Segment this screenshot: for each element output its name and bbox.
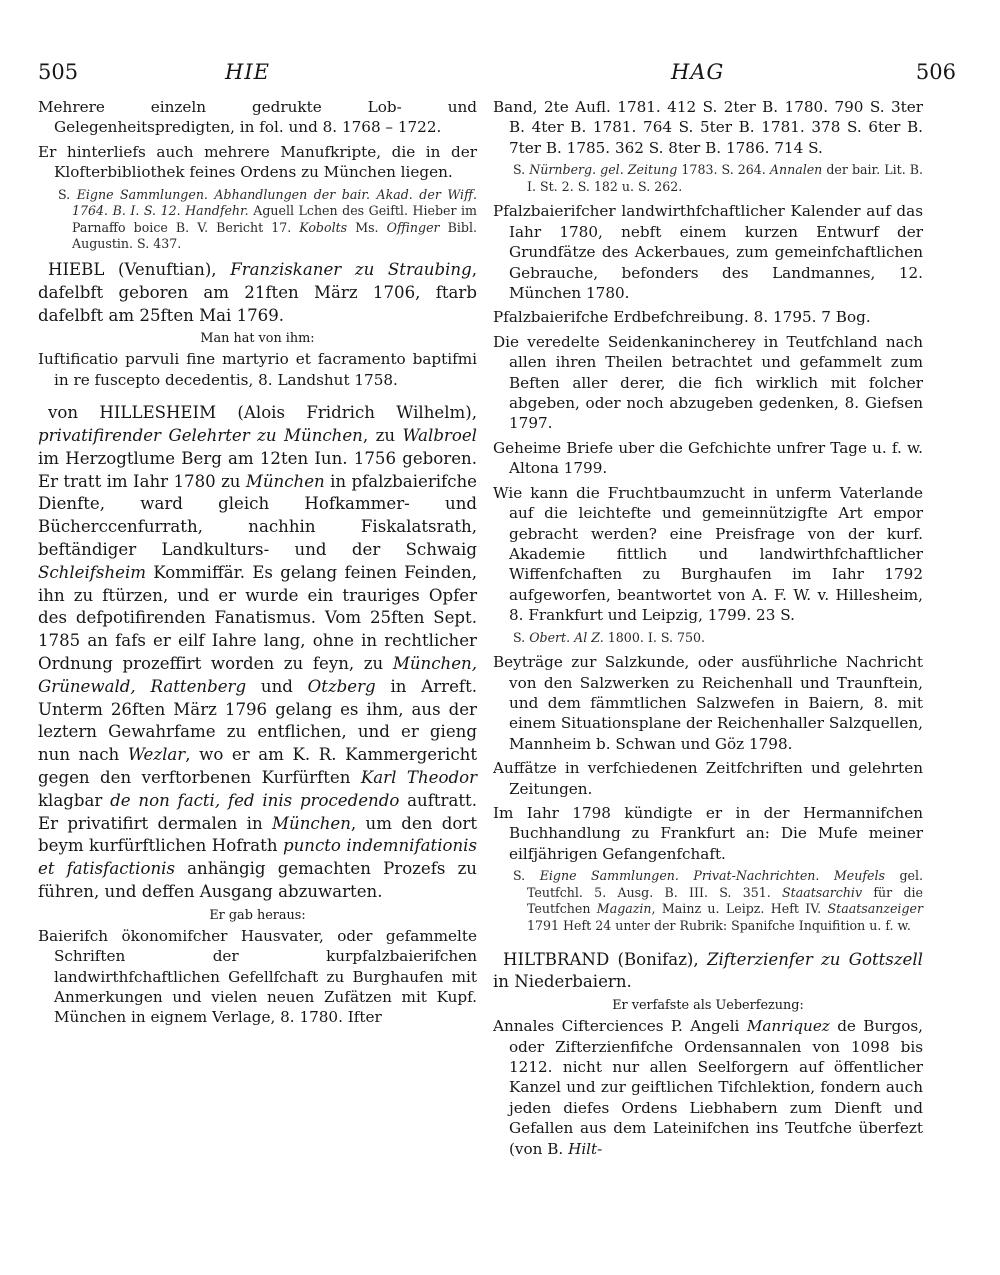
work-entry: Annales Cifterciences P. Angeli Manriquez de Burgos, oder Zifterzienfifche Ordensannalen von 1098 bis 1212. nicht nur allen Seelforgern auf öffentlicher Kanzel und zur geiftlichen Tifchlektion, fondern auch jeden diefes Ordens Liebhabern zum Dienft und Gefallen aus dem Lateinifchen ins Teutfche überfezt (von B. Hilt- [493, 1017, 923, 1158]
section-heading: Er gab heraus: [209, 907, 306, 923]
work-entry: Pfalzbaierifche Erdbefchreibung. 8. 1795. 7 Bog. [493, 308, 871, 327]
biography-hillesheim: von HILLESHEIM (Alois Fridrich Wilhelm), privatifirender Gelehrter zu München, zu Walbroel im Herzogtlume Berg am 12ten Iun. 1756 geboren. Er tratt im Iahr 1780 zu München in pfalzbaierifche Dienfte, ward gleich Hofkammer- und Bücherccenfurrath, nachhin Fiskalatsrath, beftändiger Landkulturs- und der Schwaig Schleifsheim Kommiffär. Es gelang feinen Feinden, ihn zu ftürzen, und er wurde ein trauriges Opfer des defpotifirenden Fanatismus. Vom 25ften Sept. 1785 an fafs er eilf Iahre lang, ohne in rechtlicher Ordnung prozeffirt worden zu feyn, zu München, Grünewald, Rattenberg und Otzberg in Arreft. Unterm 26ften März 1796 gelang es ihm, aus der leztern Gewahrfame zu entflichen, und er gieng nun nach Wezlar, wo er am K. R. Kammergericht gegen den verftorbenen Kurfürften Karl Theodor klagbar de non facti, fed inis procedendo auftratt. Er privatifirt dermalen in München, um den dort beym kurfürftlichen Hofrath puncto indemnifationis et fatisfactionis anhängig gemachten Prozefs zu führen, und deffen Ausgang abzuwarten. [38, 403, 478, 901]
manuscripts-note: Er hinterliefs auch mehrere Manufkripte, die in der Klofterbibliothek feines Ordens zu München liegen. [38, 142, 477, 182]
work-entry: Band, 2te Aufl. 1781. 412 S. 2ter B. 1780. 790 S. 3ter B. 4ter B. 1781. 764 S. 5ter B. 1781. 378 S. 6ter B. 7ter B. 1785. 362 S. 8ter B. 1786. 714 S. [493, 98, 923, 157]
work-entry: Die veredelte Seidenkanincherey in Teutfchland nach allen ihren Theilen betrachtet und gefammelt zum Beften aller derer, die fich wirklich mit folcher abgeben, oder noch abzugeben gedenken, 8. Giefsen 1797. [493, 332, 923, 433]
biography-hiltbrand: HILTBRAND (Bonifaz), Zifterzienfer zu Gottszell in Niederbaiern. [493, 949, 923, 992]
running-head-right: HAG [671, 60, 725, 84]
work-entry: Pfalzbaierifcher landwirthfchaftlicher Kalender auf das Iahr 1780, nebft einem kurzen Entwurf der Grundfätze des Ackerbaues, zum gemeinfchaftlichen Gebrauche, befonders des Landmannes, 12. München 1780. [493, 202, 923, 303]
section-heading: Man hat von ihm: [200, 331, 315, 347]
left-column [38, 97, 477, 1032]
page-number-left: 505 [38, 60, 79, 84]
work-entry: Wie kann die Fruchtbaumzucht in unferm Vaterlande auf die leichtefte und gemeinnützigfte Art empor gebracht werden? eine Preisfrage von der kurf. Akademie fittlich und landwirthfchaftlicher Wiffenfchaften zu Burghaufen im Iahr 1792 aufgeworfen, beantwortet von A. F. W. v. Hillesheim, 8. Frankfurt und Leipzig, 1799. 23 S. [493, 483, 923, 625]
work-entry: Iuftificatio parvuli fine martyrio et facramento baptifmi in re fuscepto decedentis, 8. Landshut 1758. [38, 350, 477, 389]
work-entry: Beyträge zur Salzkunde, oder ausführliche Nachricht von den Salzwerken zu Reichenhall und Traunftein, und dem fämmtlichen Salzwefen in Baiern, 8. mit einem Situationsplane der Reichenhaller Salzquellen, Mannheim b. Schwan und Göz 1798. [493, 653, 923, 753]
source-note: S. Nürnberg. gel. Zeitung 1783. S. 264. Annalen der bair. Lit. B. I. St. 2. S. 182 u. S. 262. [513, 162, 924, 194]
source-note: S. Eigne Sammlungen. Abhandlungen der bair. Akad. der Wiff. 1764. B. I. S. 12. Handfehr. Aguell Lchen des Geiftl. Hieber im Parnaffo boice B. V. Bericht 17. Kobolts Ms. Offinger Bibl. Augustin. S. 437. [58, 186, 478, 252]
right-column [493, 97, 923, 1163]
page-number-right: 506 [915, 60, 956, 84]
running-head-left: HIE [225, 60, 270, 84]
work-entry: Baierifch ökonomifcher Hausvater, oder gefammelte Schriften der kurpfalzbaierifchen landwirthfchaftlichen Gefellfchaft zu Burghaufen mit Anmerkungen und vielen neuen Zufätzen mit Kupf. München in eignem Verlage, 8. 1780. Ifter [38, 926, 477, 1027]
source-note: S. Obert. Al Z. 1800. I. S. 750. [513, 629, 706, 645]
biography-hiebl: HIEBL (Venuftian), Franziskaner zu Straubing, dafelbft geboren am 21ften März 1706, ftarb dafelbft am 25ften Mai 1769. [38, 260, 477, 325]
work-entry: Im Iahr 1798 kündigte er in der Hermannifchen Buchhandlung zu Frankfurt an: Die Mufe meiner eilfjährigen Gefangenfchaft. [493, 803, 923, 863]
work-entry: Geheime Briefe uber die Gefchichte unfrer Tage u. f. w. Altona 1799. [493, 438, 923, 478]
source-note: S. Eigne Sammlungen. Privat-Nachrichten. Meufels gel. Teutfchl. 5. Ausg. B. III. S. 351. Staatsarchiv für die Teutfchen Magazin, Mainz u. Leipz. Heft IV. Staatsanzeiger 1791 Heft 24 unter der Rubrik: Spanifche Inquifition u. f. w. [513, 868, 924, 933]
section-heading: Er verfafste als Ueberfezung: [612, 998, 804, 1014]
work-entry: Auffätze in verfchiedenen Zeitfchriften und gelehrten Zeitungen. [493, 759, 923, 798]
work-entry: Mehrere einzeln gedrukte Lob- und Gelegenheitspredigten, in fol. und 8. 1768 – 1722. [38, 98, 477, 137]
